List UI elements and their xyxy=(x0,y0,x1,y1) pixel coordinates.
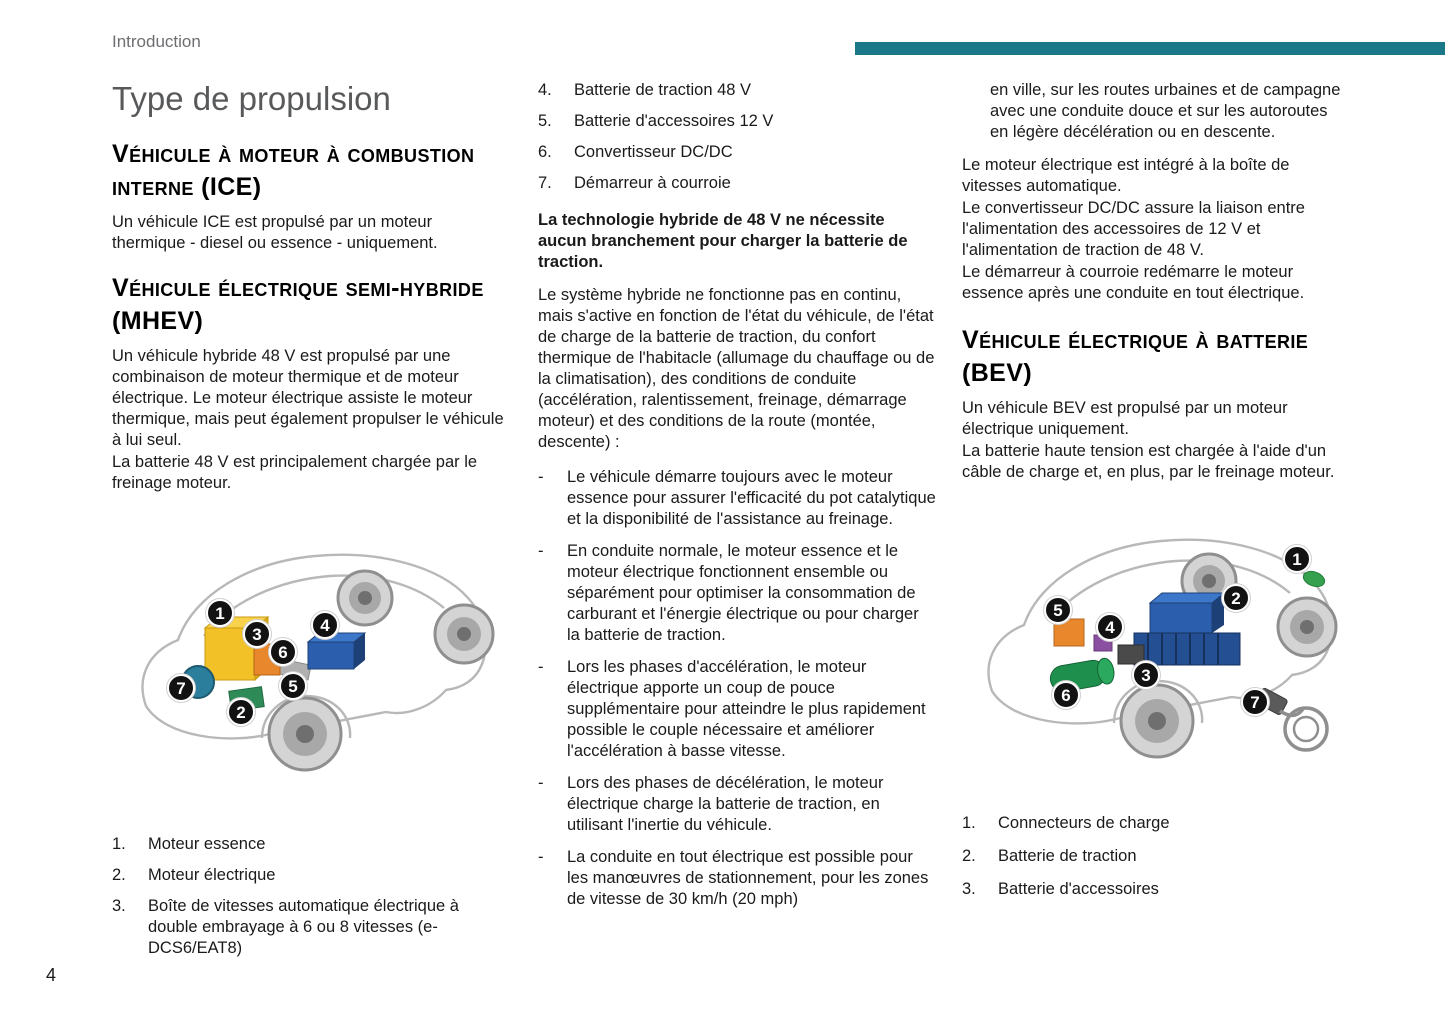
legend-label: Démarreur à courroie xyxy=(574,174,731,192)
heading-mhev: Véhicule électrique semi-hybride (MHEV) xyxy=(112,274,484,335)
legend-number: 5. xyxy=(538,112,552,130)
bullet-continuation: en ville, sur les routes urbaines et de campagne avec une conduite douce et sur les autoroutes en légère décélération ou en descente. xyxy=(990,81,1341,141)
mhev-paragraph-5: Le convertisseur DC/DC assure la liaison entre l'alimentation des accessoires de 12 V et l'alimentation de traction de 48 V. xyxy=(962,199,1305,259)
legend-number: 3. xyxy=(112,897,126,915)
mhev-paragraph-3: Le système hybride ne fonctionne pas en continu, mais s'active en fonction de l'état du véhicule, de l'état de charge de la batterie de traction, du confort thermique de l'habitacle (allumage du chauffage ou de la climatisation), des conditions de conduite (accélération, ralentissement, freinage, démarrage moteur) et des conditions de la route (montée, descente) : xyxy=(538,286,935,451)
callout-3: 3 xyxy=(243,620,271,648)
wheel-rear xyxy=(1121,685,1193,757)
legend-item-1 xyxy=(112,834,510,855)
mhev-paragraph-6: Le démarreur à courroie redémarre le moteur essence après une conduite en tout électrique. xyxy=(962,263,1305,302)
charge-port-connector xyxy=(1301,569,1326,590)
mhev-paragraph-4: Le moteur électrique est intégré à la boîte de vitesses automatique. xyxy=(962,156,1290,195)
mhev-paragraph-1: Un véhicule hybride 48 V est propulsé par une combinaison de moteur thermique et de moteur électrique. Le moteur électrique assiste le moteur thermique, mais peut également propulser le véhicule à lui seul. xyxy=(112,347,504,449)
legend-label: Batterie de traction xyxy=(998,847,1137,865)
legend-number: 6. xyxy=(538,143,552,161)
bullet-text: Lors les phases d'accélération, le moteur électrique apporte un coup de pouce supplémentaire pour atteindre le plus rapidement possible le couple nécessaire et améliorer l'accélération à basse vitesse. xyxy=(567,658,926,760)
callout-2: 2 xyxy=(1222,584,1250,612)
legend-item-7 xyxy=(538,173,936,194)
dash-marker: - xyxy=(538,542,544,560)
dash-marker: - xyxy=(538,658,544,676)
bullet-item xyxy=(538,467,936,530)
bev-diagram xyxy=(962,499,1346,799)
breadcrumb: Introduction xyxy=(112,32,201,51)
legend-item-5 xyxy=(538,111,936,132)
legend-label: Batterie de traction 48 V xyxy=(574,81,752,99)
callout-7: 7 xyxy=(167,674,195,702)
column-middle xyxy=(538,80,936,921)
legend-label: Batterie d'accessoires 12 V xyxy=(574,112,774,130)
wheel-front xyxy=(269,698,341,770)
legend-item-2 xyxy=(112,865,510,886)
callout-6: 6 xyxy=(269,638,297,666)
ice-paragraph: Un véhicule ICE est propulsé par un moteur thermique - diesel ou essence - uniquement. xyxy=(112,213,438,252)
legend-label: Boîte de vitesses automatique électrique à double embrayage à 6 ou 8 vitesses (e-DCS6/EAT8) xyxy=(148,897,459,957)
legend-label: Moteur électrique xyxy=(148,866,276,884)
column-left xyxy=(112,80,510,969)
legend-number: 3. xyxy=(962,880,976,898)
callout-4: 4 xyxy=(311,611,339,639)
mhev-diagram xyxy=(112,510,510,822)
legend-number: 1. xyxy=(962,814,976,832)
mhev-bold-note: La technologie hybride de 48 V ne nécessite aucun branchement pour charger la batterie de traction. xyxy=(538,211,908,271)
callout-6: 6 xyxy=(1052,681,1080,709)
traction-battery-48v xyxy=(308,633,365,669)
bullet-item xyxy=(538,773,936,836)
legend-label: Moteur essence xyxy=(148,835,266,853)
heading-bev: Véhicule électrique à batterie (BEV) xyxy=(962,326,1309,387)
bullet-text: Le véhicule démarre toujours avec le moteur essence pour assurer l'efficacité du pot catalytique et la disponibilité de l'assistance au freinage. xyxy=(567,468,936,528)
callout-5: 5 xyxy=(1044,596,1072,624)
bullet-item xyxy=(538,541,936,646)
wheel-front-right xyxy=(1278,598,1336,656)
page-title: Type de propulsion xyxy=(112,80,391,117)
callout-5: 5 xyxy=(279,672,307,700)
heading-ice: Véhicule à moteur à combustion interne (ICE) xyxy=(112,140,475,201)
wheel-rear-left xyxy=(338,571,392,625)
legend-number: 4. xyxy=(538,81,552,99)
bev-legend-item-2 xyxy=(962,846,1346,867)
legend-item-3 xyxy=(112,896,510,959)
callout-1: 1 xyxy=(206,599,234,627)
bullet-item xyxy=(538,657,936,762)
dash-marker: - xyxy=(538,848,544,866)
legend-number: 2. xyxy=(112,866,126,884)
page-number: 4 xyxy=(46,965,57,985)
dash-marker: - xyxy=(538,774,544,792)
mhev-paragraph-2: La batterie 48 V est principalement chargée par le freinage moteur. xyxy=(112,453,478,492)
accent-bar xyxy=(855,42,1445,55)
bullet-text: La conduite en tout électrique est possible pour les manœuvres de stationnement, pour les zones de vitesse de 30 km/h (20 mph) xyxy=(567,848,929,908)
mhev-car-illustration xyxy=(112,510,510,822)
legend-item-6 xyxy=(538,142,936,163)
callout-2: 2 xyxy=(227,698,255,726)
legend-label: Convertisseur DC/DC xyxy=(574,143,733,161)
bev-legend-item-1 xyxy=(962,813,1346,834)
bullet-text: Lors des phases de décélération, le moteur électrique charge la batterie de traction, en utilisant l'inertie du véhicule. xyxy=(567,774,884,834)
bev-paragraph-1: Un véhicule BEV est propulsé par un moteur électrique uniquement. xyxy=(962,399,1288,438)
column-right xyxy=(962,80,1346,910)
wheel-rear-right xyxy=(435,605,493,663)
bev-car-illustration xyxy=(962,499,1346,799)
callout-3: 3 xyxy=(1132,661,1160,689)
dash-marker: - xyxy=(538,468,544,486)
legend-number: 2. xyxy=(962,847,976,865)
legend-item-4 xyxy=(538,80,936,101)
callout-7: 7 xyxy=(1241,688,1269,716)
bev-paragraph-2: La batterie haute tension est chargée à l'aide d'un câble de charge et, en plus, par le freinage moteur. xyxy=(962,442,1335,481)
legend-label: Batterie d'accessoires xyxy=(998,880,1159,898)
legend-label: Connecteurs de charge xyxy=(998,814,1170,832)
legend-number: 1. xyxy=(112,835,126,853)
bev-legend-item-3 xyxy=(962,879,1346,900)
callout-1: 1 xyxy=(1283,545,1311,573)
callout-4: 4 xyxy=(1096,613,1124,641)
bullet-text: En conduite normale, le moteur essence et le moteur électrique fonctionnent ensemble ou séparément pour optimiser la consommation de carburant et l'énergie électrique ou pour charger la batterie de traction. xyxy=(567,542,919,644)
legend-number: 7. xyxy=(538,174,552,192)
bullet-item xyxy=(538,847,936,910)
